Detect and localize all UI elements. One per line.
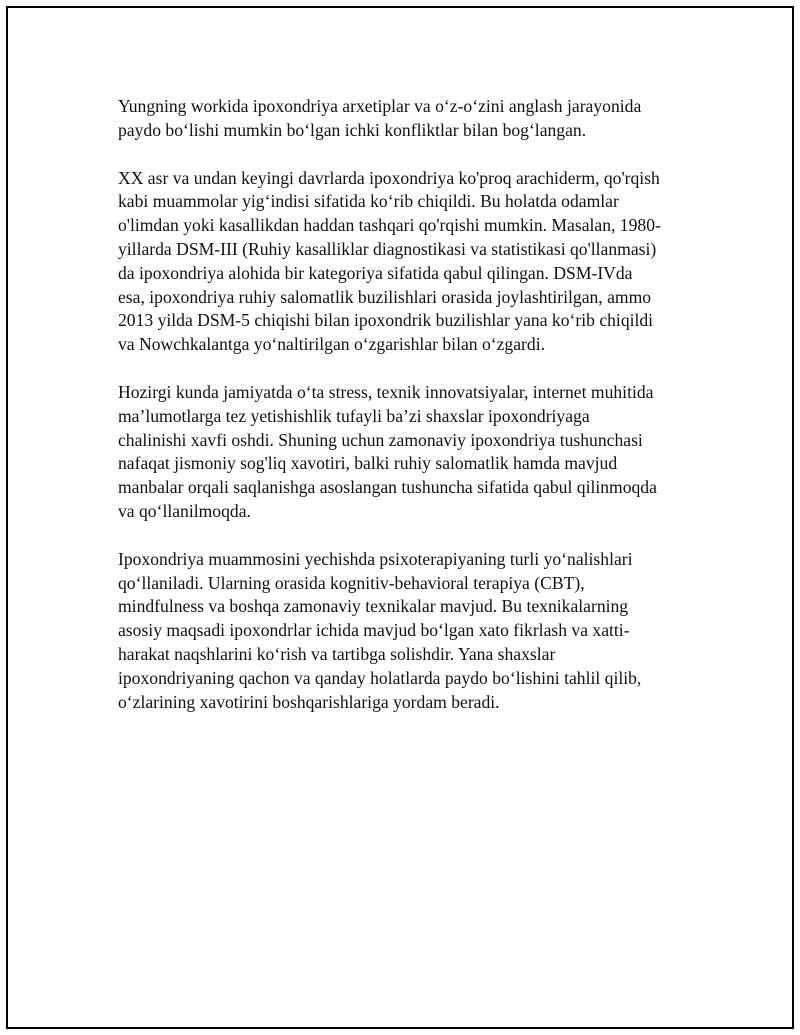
paragraph-line: da ipoxondriya alohida bir kategoriya sifatida qabul qilingan. DSM-IVda [118,262,633,283]
paragraph-line: chalinishi xavfi oshdi. Shuning uchun zamonaviy ipoxondriya tushunchasi [118,429,643,450]
paragraph-1 [118,95,690,143]
paragraph-line: nafaqat jismoniy sog'liq xavotiri, balki ruhiy salomatlik hamda mavjud [118,453,618,474]
paragraph-4 [118,548,690,715]
paragraph-3 [118,381,690,524]
paragraph-line: asosiy maqsadi ipoxondrlar ichida mavjud bo‘lgan xato fikrlash va xatti- [118,620,630,641]
document-body [118,95,690,738]
paragraph-line: ipoxondriyaning qachon va qanday holatlarda paydo bo‘lishini tahlil qilib, [118,667,642,688]
paragraph-line: manbalar orqali saqlanishga asoslangan tushuncha sifatida qabul qilinmoqda [118,477,657,498]
paragraph-line: 2013 yilda DSM-5 chiqishi bilan ipoxondrik buzilishlar yana ko‘rib chiqildi [118,310,654,331]
paragraph-line: XX asr va undan keyingi davrlarda ipoxondriya ko'proq arachiderm, qo'rqish [118,167,660,188]
paragraph-line: Hozirgi kunda jamiyatda o‘ta stress, texnik innovatsiyalar, internet muhitida [118,381,654,402]
paragraph-line: paydo bo‘lishi mumkin bo‘lgan ichki konfliktlar bilan bog‘langan. [118,119,587,140]
paragraph-line: esa, ipoxondriya ruhiy salomatlik buzilishlari orasida joylashtirilgan, ammo [118,286,652,307]
paragraph-line: o‘zlarining xavotirini boshqarishlariga yordam beradi. [118,691,500,712]
paragraph-line: Ipoxondriya muammosini yechishda psixoterapiyaning turli yo‘nalishlari [118,548,633,569]
document-page [6,6,794,1029]
paragraph-line: kabi muammolar yig‘indisi sifatida ko‘rib chiqildi. Bu holatda odamlar [118,191,619,212]
paragraph-line: va qo‘llanilmoqda. [118,500,251,521]
paragraph-line: harakat naqshlarini ko‘rish va tartibga solishdir. Yana shaxslar [118,643,556,664]
paragraph-line: Yungning workida ipoxondriya arxetiplar va o‘z-o‘zini anglash jarayonida [118,96,642,116]
paragraph-line: qo‘llaniladi. Ularning orasida kognitiv-behavioral terapiya (CBT), [118,572,585,593]
paragraph-line: mindfulness va boshqa zamonaviy texnikalar mavjud. Bu texnikalarning [118,596,629,617]
paragraph-line: ma’lumotlarga tez yetishishlik tufayli ba’zi shaxslar ipoxondriyaga [118,405,590,426]
paragraph-line: va Nowchkalantga yo‘naltirilgan o‘zgarishlar bilan o‘zgardi. [118,334,545,355]
paragraph-2 [118,167,690,357]
paragraph-line: o'limdan yoki kasallikdan haddan tashqari qo'rqishi mumkin. Masalan, 1980- [118,215,661,236]
paragraph-line: yillarda DSM-III (Ruhiy kasalliklar diagnostikasi va statistikasi qo'llanmasi) [118,238,657,259]
